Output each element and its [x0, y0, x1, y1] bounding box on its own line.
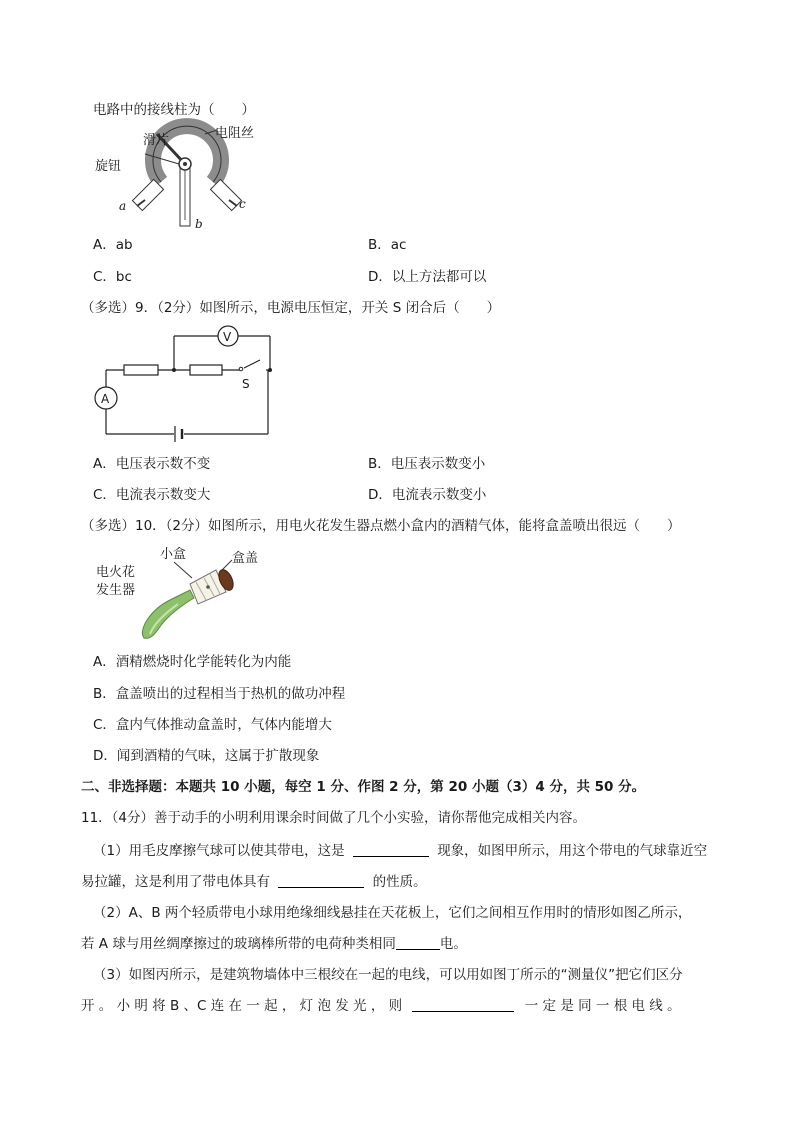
answer-blank-3[interactable] [396, 935, 440, 950]
label-slider: 滑片 [143, 133, 170, 148]
q8-stem: 电路中的接线柱为（ ） [93, 102, 255, 118]
circuit-figure [92, 320, 277, 442]
label-c: c [239, 197, 246, 211]
q10-option-b: B．盒盖喷出的过程相当于热机的做功冲程 [93, 686, 346, 702]
q9-option-d: D．电流表示数变小 [368, 487, 487, 503]
label-generator-line2: 发生器 [96, 583, 136, 598]
q9-option-a: A．电压表示数不变 [93, 456, 211, 472]
resistor-1 [124, 365, 158, 375]
label-knob: 旋钮 [95, 159, 122, 174]
spark-generator-figure [92, 540, 292, 645]
label-b: b [195, 217, 203, 231]
q10-option-a: A．酒精燃烧时化学能转化为内能 [93, 654, 292, 670]
spark-generator-icon [142, 590, 194, 638]
q11-part2-line1: （2）A、B 两个轻质带电小球用绝缘细线悬挂在天花板上，它们之间相互作用时的情形如图乙所示， [93, 905, 692, 921]
terminal-a [132, 179, 163, 210]
q11-part1-line1: （1）用毛皮摩擦气球可以使其带电，这是 现象，如图甲所示，用这个带电的气球靠近空 [93, 843, 708, 859]
q9-stem: （多选）9．（2分）如图所示，电源电压恒定，开关 S 闭合后（ ） [81, 300, 501, 316]
label-box: 小盒 [160, 547, 187, 562]
label-lid: 盒盖 [232, 551, 259, 566]
ammeter-label: A [101, 392, 110, 406]
q11-stem: 11．（4分）善于动手的小明利用课余时间做了几个小实验，请你帮他完成相关内容。 [81, 810, 587, 826]
q8-option-c: C．bc [93, 269, 132, 285]
section-heading: 二、非选择题：本题共 10 小题，每空 1 分、作图 2 分，第 20 小题（3）4 分，共 50 分。 [81, 779, 646, 795]
q11-part1-line2: 易拉罐，这是利用了带电体具有 的性质。 [81, 874, 427, 890]
label-resistance-wire: 电阻丝 [215, 126, 255, 141]
q11-part3-line2: 开 。 小 明 将 B 、C 连 在 一 起 ， 灯 泡 发 光 ， 则 一 定 是 同 一 根 电 线 。 [81, 998, 681, 1014]
answer-blank-1[interactable] [353, 842, 429, 857]
resistor-2 [190, 365, 222, 375]
q8-option-b: B．ac [368, 237, 407, 253]
voltmeter-label: V [223, 330, 232, 344]
q9-option-b: B．电压表示数变小 [368, 456, 486, 472]
rheostat-figure [95, 120, 270, 232]
switch-label: S [242, 377, 250, 391]
label-generator-line1: 电火花 [96, 565, 136, 580]
q10-option-c: C．盒内气体推动盒盖时，气体内能增大 [93, 717, 332, 733]
q9-option-c: C．电流表示数变大 [93, 487, 211, 503]
q11-part2-line2: 若 A 球与用丝绸摩擦过的玻璃棒所带的电荷种类相同 电。 [81, 936, 467, 952]
label-a: a [119, 199, 127, 213]
terminal-c [210, 179, 241, 210]
q8-option-a: A．ab [93, 237, 133, 253]
q10-option-d: D．闻到酒精的气味，这属于扩散现象 [93, 748, 320, 764]
answer-blank-2[interactable] [278, 873, 364, 888]
q8-option-d: D．以上方法都可以 [368, 269, 487, 285]
answer-blank-4[interactable] [412, 997, 514, 1012]
q11-part3-line1: （3）如图丙所示，是建筑物墙体中三根绞在一起的电线，可以用如图丁所示的“测量仪”把它们区分 [93, 967, 683, 983]
q10-stem: （多选）10．（2分）如图所示，用电火花发生器点燃小盒内的酒精气体，能将盒盖喷出很远（ ） [81, 518, 681, 534]
